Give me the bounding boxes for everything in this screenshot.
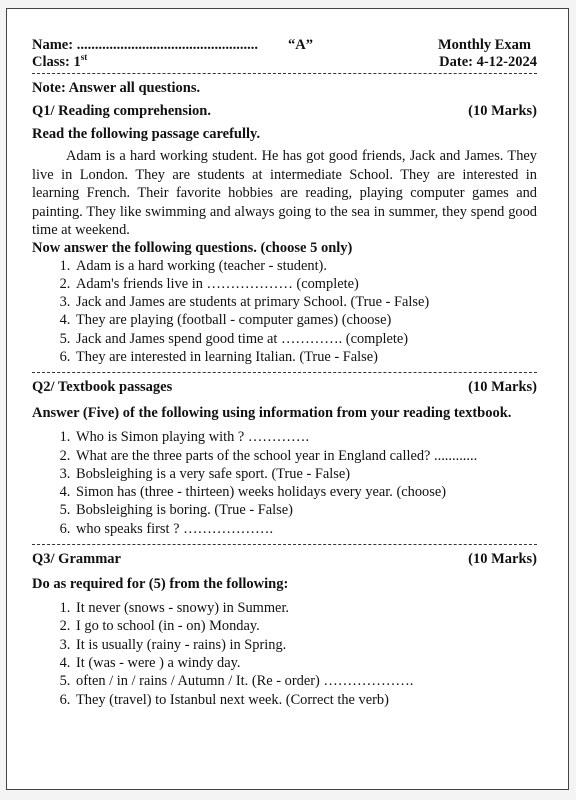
list-item: 2. I go to school (in - on) Monday. (74, 617, 537, 635)
class-suffix: st (80, 52, 88, 63)
exam-date: Date: 4-12-2024 (439, 54, 537, 70)
q1-marks: (10 Marks) (468, 103, 537, 119)
q2-question-list (32, 428, 537, 538)
list-item: 3. It is usually (rainy - rains) in Spring. (74, 636, 537, 654)
list-item: 4. It (was - were ) a windy day. (74, 654, 537, 672)
q2-title: Q2/ Textbook passages (32, 379, 173, 396)
note: Note: Answer all questions. (32, 80, 201, 96)
q3-title: Q3/ Grammar (32, 551, 121, 568)
q1-questions-heading: Now answer the following questions. (choose 5 only) (32, 239, 353, 256)
list-item: 4. Simon has (three - thirteen) weeks holidays every year. (choose) (74, 483, 537, 501)
list-item: 6. who speaks first ? ………………. (74, 520, 537, 538)
reading-passage: Adam is a hard working student. He has got good friends, Jack and James. They live in London. They are students at intermediate School. They are interested in learning French. Their favorite hobbies are reading, playing computer games and painting. They like swimming and always going to the sea in summer, they spend good time at weekend. (32, 148, 537, 238)
list-item: 4. They are playing (football - computer games) (choose) (74, 311, 537, 329)
q2-instruction: Answer (Five) of the following using information from your reading textbook. (32, 405, 512, 422)
exam-header (32, 31, 537, 70)
list-item: 2. Adam's friends live in ……………… (complete) (74, 275, 537, 293)
exam-sheet (6, 8, 569, 790)
q1-instruction: Read the following passage carefully. (32, 126, 261, 142)
list-item: 2. What are the three parts of the school year in England called? ............ (74, 447, 537, 465)
q3-question-list (32, 599, 537, 709)
divider (32, 73, 537, 74)
divider (32, 544, 537, 545)
class-field (32, 54, 87, 71)
list-item: 5. Jack and James spend good time at …………. (complete) (74, 330, 537, 348)
q1-title: Q1/ Reading comprehension. (32, 103, 211, 119)
q3-marks: (10 Marks) (468, 551, 537, 568)
list-item: 5. Bobsleighing is boring. (True - False) (74, 501, 537, 519)
list-item: 3. Bobsleighing is a very safe sport. (True - False) (74, 465, 537, 483)
list-item: 1. It never (snows - snowy) in Summer. (74, 599, 537, 617)
exam-content (32, 31, 537, 709)
q2-marks: (10 Marks) (468, 379, 537, 396)
list-item: 3. Jack and James are students at primary School. (True - False) (74, 293, 537, 311)
exam-version: “A” (288, 37, 313, 53)
q1-question-list (32, 257, 537, 367)
q1-header (32, 103, 537, 120)
class-label: Class: 1 (32, 54, 81, 70)
list-item: 6. They are interested in learning Italian. (True - False) (74, 348, 537, 366)
divider (32, 372, 537, 373)
list-item: 1. Who is Simon playing with ? …………. (74, 428, 537, 446)
q3-instruction: Do as required for (5) from the following: (32, 576, 289, 593)
q2-header (32, 379, 537, 396)
list-item: 6. They (travel) to Istanbul next week. (Correct the verb) (74, 691, 537, 709)
list-item: 1. Adam is a hard working (teacher - student). (74, 257, 537, 275)
q3-header (32, 551, 537, 568)
name-field: Name: .................................................. (32, 37, 258, 53)
exam-title: Monthly Exam (437, 37, 531, 53)
list-item: 5. often / in / rains / Autumn / It. (Re - order) ………………. (74, 672, 537, 690)
